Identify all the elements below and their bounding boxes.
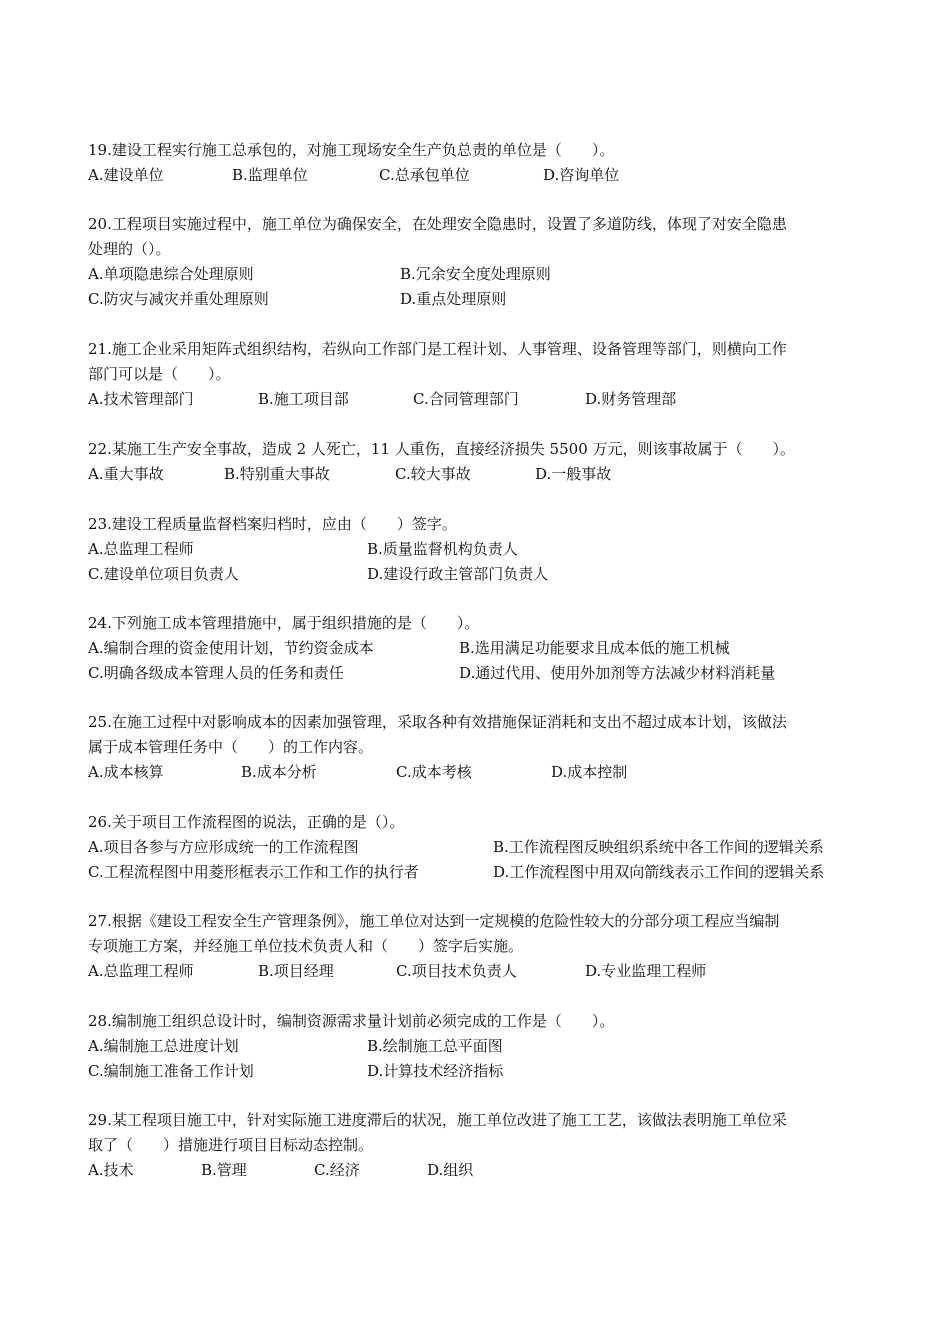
option-a: A.总监理工程师: [88, 540, 194, 558]
options-row: [88, 163, 878, 188]
option-d: D.财务管理部: [585, 390, 677, 408]
option-a: A.重大事故: [88, 465, 164, 483]
option-d: D.专业监理工程师: [585, 962, 707, 980]
option-d: D.咨询单位: [543, 166, 620, 184]
options-row: [88, 835, 878, 860]
question-stem: 23.建设工程质量监督档案归档时，应由（ ）签字。: [88, 515, 457, 533]
question-stem-line-1: 27.根据《建设工程安全生产管理条例》，施工单位对达到一定规模的危险性较大的分部分项工程应当编制: [88, 912, 780, 930]
question-stem-line-1: 20.工程项目实施过程中，施工单位为确保安全，在处理安全隐患时，设置了多道防线，体现了对安全隐患: [88, 215, 787, 233]
question-stem: 22.某施工生产安全事故，造成 2 人死亡，11 人重伤，直接经济损失 5500 万元，则该事故属于（ ）。: [88, 440, 796, 458]
options-row: [88, 262, 878, 287]
option-a: A.总监理工程师: [88, 962, 194, 980]
question-stem: 19.建设工程实行施工总承包的，对施工现场安全生产负总责的单位是（ ）。: [88, 141, 615, 159]
question-20: [88, 212, 878, 312]
options-row: [88, 1034, 878, 1059]
options-row: [88, 760, 878, 785]
option-c: C.合同管理部门: [413, 390, 519, 408]
option-b: B.选用满足功能要求且成本低的施工机械: [459, 639, 730, 657]
option-b: B.绘制施工总平面图: [367, 1037, 503, 1055]
question-25: [88, 710, 878, 785]
option-a: A.技术: [88, 1161, 134, 1179]
options-row: [88, 1059, 878, 1084]
question-21: [88, 337, 878, 412]
question-26: [88, 810, 878, 885]
question-stem: 26.关于项目工作流程图的说法，正确的是（）。: [88, 813, 405, 831]
question-stem-line-1: 21.施工企业采用矩阵式组织结构，若纵向工作部门是工程计划、人事管理、设备管理等部门，则横向工作: [88, 340, 787, 358]
option-c: C.防灾与减灾并重处理原则: [88, 290, 269, 308]
option-d: D.组织: [427, 1161, 474, 1179]
option-d: D.建设行政主管部门负责人: [367, 565, 549, 583]
options-row: [88, 661, 878, 686]
option-d: D.一般事故: [535, 465, 612, 483]
question-24: [88, 611, 878, 686]
option-b: B.项目经理: [258, 962, 334, 980]
option-d: D.计算技术经济指标: [367, 1062, 504, 1080]
option-b: B.监理单位: [232, 166, 308, 184]
option-c: C.编制施工准备工作计划: [88, 1062, 254, 1080]
option-b: B.管理: [201, 1161, 247, 1179]
options-row: [88, 462, 878, 487]
question-28: [88, 1009, 878, 1084]
option-c: C.经济: [314, 1161, 360, 1179]
option-b: B.特别重大事故: [224, 465, 330, 483]
question-23: [88, 512, 878, 587]
question-stem: 24.下列施工成本管理措施中，属于组织措施的是（ ）。: [88, 614, 480, 632]
option-b: B.质量监督机构负责人: [367, 540, 518, 558]
option-c: C.建设单位项目负责人: [88, 565, 239, 583]
option-a: A.成本核算: [88, 763, 164, 781]
options-row: [88, 387, 878, 412]
question-stem-line-2: 专项施工方案，并经施工单位技术负责人和（ ）签字后实施。: [88, 937, 524, 955]
question-stem-line-2: 取了（ ）措施进行项目目标动态控制。: [88, 1136, 374, 1154]
question-stem-line-2: 属于成本管理任务中（ ）的工作内容。: [88, 738, 374, 756]
options-row: [88, 959, 878, 984]
option-b: B.冗余安全度处理原则: [400, 265, 551, 283]
options-row: [88, 1158, 878, 1183]
option-c: C.工程流程图中用菱形框表示工作和工作的执行者: [88, 863, 419, 881]
option-a: A.建设单位: [88, 166, 164, 184]
option-a: A.项目各参与方应形成统一的工作流程图: [88, 838, 359, 856]
option-a: A.编制施工总进度计划: [88, 1037, 239, 1055]
question-27: [88, 909, 878, 984]
question-stem-line-1: 25.在施工过程中对影响成本的因素加强管理，采取各种有效措施保证消耗和支出不超过成本计划，该做法: [88, 713, 787, 731]
option-b: B.工作流程图反映组织系统中各工作间的逻辑关系: [493, 838, 824, 856]
option-b: B.成本分析: [241, 763, 317, 781]
option-c: C.较大事故: [395, 465, 471, 483]
option-d: D.通过代用、使用外加剂等方法减少材料消耗量: [459, 664, 776, 682]
option-c: C.总承包单位: [379, 166, 470, 184]
options-row: [88, 636, 878, 661]
option-b: B.施工项目部: [258, 390, 349, 408]
options-row: [88, 562, 878, 587]
question-stem-line-1: 29.某工程项目施工中，针对实际施工进度滞后的状况，施工单位改进了施工工艺，该做法表明施工单位采: [88, 1111, 787, 1129]
question-19: [88, 138, 878, 188]
option-a: A.编制合理的资金使用计划，节约资金成本: [88, 639, 374, 657]
option-c: C.成本考核: [396, 763, 472, 781]
option-c: C.明确各级成本管理人员的任务和责任: [88, 664, 344, 682]
question-stem-line-2: 处理的（）。: [88, 240, 171, 258]
question-22: [88, 437, 878, 487]
option-c: C.项目技术负责人: [396, 962, 517, 980]
options-row: [88, 537, 878, 562]
option-d: D.成本控制: [551, 763, 628, 781]
option-d: D.工作流程图中用双向箭线表示工作间的逻辑关系: [493, 863, 825, 881]
question-stem: 28.编制施工组织总设计时，编制资源需求量计划前必须完成的工作是（ ）。: [88, 1012, 615, 1030]
options-row: [88, 860, 878, 885]
options-row: [88, 287, 878, 312]
option-d: D.重点处理原则: [400, 290, 507, 308]
option-a: A.单项隐患综合处理原则: [88, 265, 254, 283]
question-29: [88, 1108, 878, 1183]
option-a: A.技术管理部门: [88, 390, 194, 408]
question-stem-line-2: 部门可以是（ ）。: [88, 365, 231, 383]
